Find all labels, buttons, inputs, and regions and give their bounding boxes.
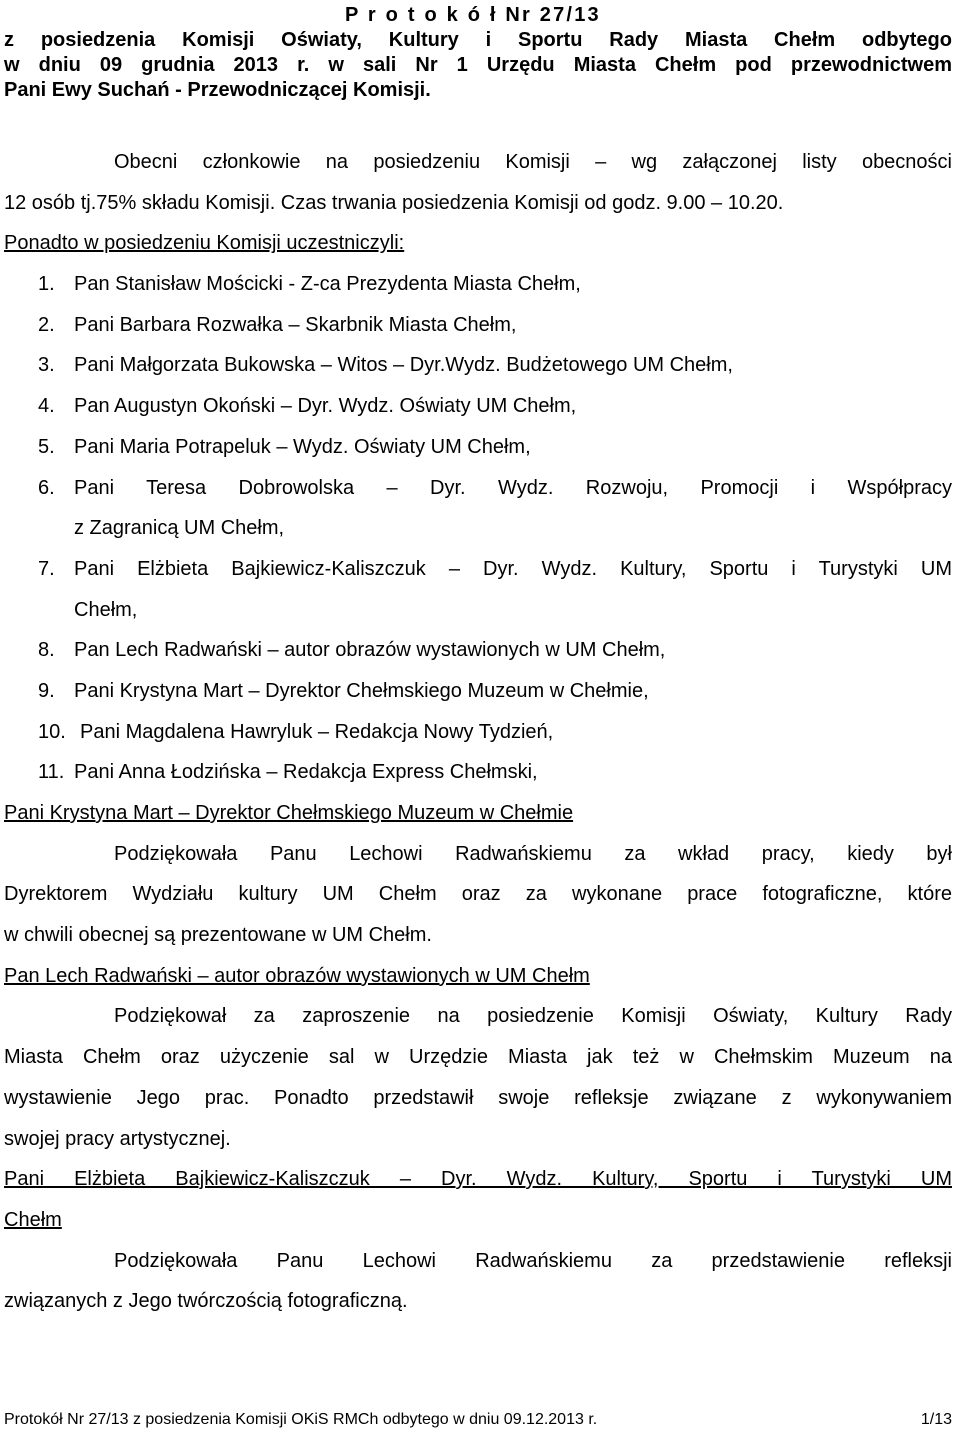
list-number: 6. xyxy=(38,476,55,499)
list-number: 5. xyxy=(38,435,55,458)
list-text: Pani Elżbieta Bajkiewicz-Kaliszczuk – Dyr. Wydz. Kultury, Sportu i Turystyki UM xyxy=(74,557,952,580)
list-text: Pani Teresa Dobrowolska – Dyr. Wydz. Rozwoju, Promocji i Współpracy xyxy=(74,476,952,499)
list-number: 2. xyxy=(38,313,55,336)
participants-list xyxy=(4,264,952,793)
paragraph-line: Podziękowała Panu Lechowi Radwańskiemu za wkład pracy, kiedy był xyxy=(114,842,952,865)
document-page xyxy=(4,0,952,1432)
list-number: 11. xyxy=(38,761,65,784)
list-number: 8. xyxy=(38,639,55,662)
list-text-continuation: Chełm, xyxy=(74,598,138,621)
footer-protocol-reference: Protokół Nr 27/13 z posiedzenia Komisji OKiS RMCh odbytego w dniu 09.12.2013 r. xyxy=(4,1411,598,1428)
list-item xyxy=(4,671,952,712)
list-number: 7. xyxy=(38,557,55,580)
list-text-continuation: z Zagranicą UM Chełm, xyxy=(74,517,285,540)
statement-section xyxy=(4,793,952,956)
attendance-line-1: Obecni członkowie na posiedzeniu Komisji – wg załączonej listy obecności xyxy=(114,151,952,173)
list-text: Pan Lech Radwański – autor obrazów wystawionych w UM Chełm, xyxy=(74,639,666,662)
list-text: Pani Małgorzata Bukowska – Witos – Dyr.Wydz. Budżetowego UM Chełm, xyxy=(74,354,733,377)
list-number: 9. xyxy=(38,679,55,702)
list-item xyxy=(4,549,952,590)
list-item xyxy=(4,264,952,305)
list-item xyxy=(4,712,952,753)
list-number: 10. xyxy=(38,720,66,743)
attendance-line-2: 12 osób tj.75% składu Komisji. Czas trwania posiedzenia Komisji od godz. 9.00 – 10.20. xyxy=(4,191,784,214)
page-number: 1/13 xyxy=(920,1411,952,1428)
list-item xyxy=(4,427,952,468)
list-text: Pani Magdalena Hawryluk – Redakcja Nowy Tydzień, xyxy=(80,720,554,743)
list-text: Pani Anna Łodzińska – Redakcja Express Chełmski, xyxy=(74,761,538,784)
list-item xyxy=(4,345,952,386)
list-item xyxy=(4,752,952,793)
section-heading: Pani Elżbieta Bajkiewicz-Kaliszczuk – Dyr. Wydz. Kultury, Sportu i Turystyki UM xyxy=(4,1168,952,1191)
list-text: Pan Stanisław Mościcki - Z-ca Prezydenta Miasta Chełm, xyxy=(74,273,581,296)
header-line-1: z posiedzenia Komisji Oświaty, Kultury i Sportu Rady Miasta Chełm odbytego xyxy=(4,29,952,51)
list-text: Pani Krystyna Mart – Dyrektor Chełmskiego Muzeum w Chełmie, xyxy=(74,679,649,702)
paragraph-line: w chwili obecnej są prezentowane w UM Chełm. xyxy=(4,924,432,947)
paragraph-line: Podziękowała Panu Lechowi Radwańskiemu za przedstawienie refleksji xyxy=(114,1249,952,1272)
list-number: 4. xyxy=(38,395,55,418)
list-number: 1. xyxy=(38,273,55,296)
list-number: 3. xyxy=(38,354,55,377)
section-heading: Pan Lech Radwański – autor obrazów wystawionych w UM Chełm xyxy=(4,964,590,987)
list-item xyxy=(4,468,952,509)
paragraph-line: swojej pracy artystycznej. xyxy=(4,1127,231,1150)
list-item xyxy=(4,386,952,427)
paragraph-line: związanych z Jego twórczością fotograficzną. xyxy=(4,1290,408,1313)
section-heading-continuation: Chełm xyxy=(4,1208,62,1231)
protocol-title: P r o t o k ó ł Nr 27/13 xyxy=(345,4,601,26)
list-item xyxy=(4,305,952,346)
header-line-3: Pani Ewy Suchań - Przewodniczącej Komisji. xyxy=(4,79,431,101)
header-line-2: w dniu 09 grudnia 2013 r. w sali Nr 1 Urzędu Miasta Chełm pod przewodnictwem xyxy=(4,54,952,76)
list-text: Pani Barbara Rozwałka – Skarbnik Miasta Chełm, xyxy=(74,313,517,336)
statement-section xyxy=(4,1159,952,1322)
protocol-body xyxy=(4,142,952,1322)
list-item xyxy=(4,630,952,671)
list-text: Pan Augustyn Okoński – Dyr. Wydz. Oświaty UM Chełm, xyxy=(74,395,577,418)
paragraph-line: Dyrektorem Wydziału kultury UM Chełm oraz za wykonane prace fotograficzne, które xyxy=(4,883,952,906)
section-heading: Pani Krystyna Mart – Dyrektor Chełmskiego Muzeum w Chełmie xyxy=(4,802,574,824)
paragraph-line: Miasta Chełm oraz użyczenie sal w Urzędzie Miasta jak też w Chełmskim Muzeum na xyxy=(4,1046,952,1069)
statement-section xyxy=(4,956,952,1159)
paragraph-line: Podziękował za zaproszenie na posiedzenie Komisji Oświaty, Kultury Rady xyxy=(114,1005,952,1028)
list-text: Pani Maria Potrapeluk – Wydz. Oświaty UM Chełm, xyxy=(74,435,531,458)
participants-heading: Ponadto w posiedzeniu Komisji uczestniczyli: xyxy=(4,232,405,255)
paragraph-line: wystawienie Jego prac. Ponadto przedstawił swoje refleksje związane z wykonywaniem xyxy=(4,1086,952,1109)
protocol-header xyxy=(4,3,952,103)
